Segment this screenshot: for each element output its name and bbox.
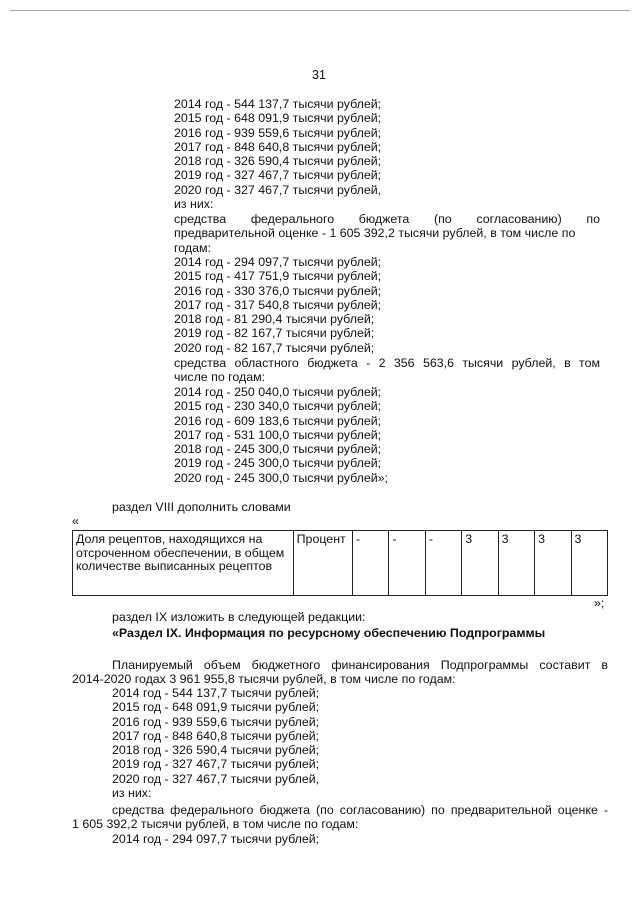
list-item: 2019 год - 327 467,7 тысячи рублей; xyxy=(174,168,382,183)
close-quote: »; xyxy=(594,596,605,610)
list-item: 2016 год - 939 559,6 тысячи рублей; xyxy=(174,125,382,140)
list-item: 2015 год - 648 091,9 тысячи рублей; xyxy=(112,700,320,715)
top-year-list xyxy=(174,97,381,211)
value-cell: 3 xyxy=(535,531,571,596)
paragraph-line: 2014-2020 годах 3 961 955,8 тысячи рублей, в том числе по годам: xyxy=(72,672,456,687)
bottom-federal-paragraph xyxy=(72,803,608,846)
list-item: 2017 год - 531 100,0 тысячи рублей; xyxy=(174,427,382,442)
value-cell: - xyxy=(425,531,461,596)
list-item: 2020 год - 245 300,0 тысячи рублей»; xyxy=(174,470,388,485)
indicator-table xyxy=(72,530,608,596)
list-item: 2015 год - 417 751,9 тысячи рублей; xyxy=(174,269,382,284)
table-row xyxy=(73,531,608,596)
list-item: 2015 год - 648 091,9 тысячи рублей; xyxy=(174,111,382,126)
list-item: 2014 год - 250 040,0 тысячи рублей; xyxy=(174,385,382,399)
list-item: 2017 год - 848 640,8 тысячи рублей; xyxy=(174,139,382,154)
regional-year-list xyxy=(174,385,388,485)
planned-paragraph xyxy=(72,658,608,687)
value-cell: 3 xyxy=(571,531,607,596)
regional-paragraph xyxy=(174,356,600,385)
section-9-instruction: раздел IX изложить в следующей редакции: xyxy=(112,610,366,624)
paragraph-line: средства федерального бюджета (по согласованию) по предварительной оценке - xyxy=(112,803,608,817)
section-8-instruction: раздел VIII дополнить словами xyxy=(112,500,291,514)
paragraph-line: числе по годам: xyxy=(174,370,266,385)
value-cell: - xyxy=(352,531,388,596)
paragraph-line: годам: xyxy=(174,240,211,255)
federal-year-list xyxy=(174,255,381,355)
unit-cell: Процент xyxy=(293,531,352,596)
bottom-year-list xyxy=(112,686,319,800)
list-item: 2016 год - 330 376,0 тысячи рублей; xyxy=(174,283,382,298)
list-item: 2017 год - 317 540,8 тысячи рублей; xyxy=(174,297,382,312)
list-item: 2019 год - 245 300,0 тысячи рублей; xyxy=(174,456,382,471)
list-item: из них: xyxy=(112,786,152,801)
list-item: 2018 год - 326 590,4 тысячи рублей; xyxy=(174,154,382,169)
list-item: 2016 год - 609 183,6 тысячи рублей; xyxy=(174,413,382,428)
list-item: 2014 год - 294 097,7 тысячи рублей; xyxy=(174,255,382,269)
list-item: 2020 год - 327 467,7 тысячи рублей, xyxy=(112,771,320,786)
list-item: 2020 год - 327 467,7 тысячи рублей, xyxy=(174,182,382,197)
list-item: из них: xyxy=(174,197,214,212)
scan-artifact-line xyxy=(10,10,630,11)
open-quote: « xyxy=(72,514,79,528)
paragraph-line: Планируемый объем бюджетного финансирования Подпрограммы составит в xyxy=(112,658,608,672)
indicator-cell: Доля рецептов, находящихся на отсроченном обеспечении, в общем количестве выписанных рецептов xyxy=(73,531,294,596)
value-cell: 3 xyxy=(462,531,498,596)
list-item: 2018 год - 245 300,0 тысячи рублей; xyxy=(174,442,382,457)
paragraph-line: средства областного бюджета - 2 356 563,6 тысячи рублей, в том xyxy=(174,356,600,370)
list-item: 2014 год - 294 097,7 тысячи рублей; xyxy=(112,831,320,846)
federal-paragraph xyxy=(174,212,600,255)
list-item: 2014 год - 544 137,7 тысячи рублей; xyxy=(174,97,382,111)
list-item: 2016 год - 939 559,6 тысячи рублей; xyxy=(112,714,320,729)
value-cell: - xyxy=(389,531,425,596)
paragraph-line: 1 605 392,2 тысячи рублей, в том числе по годам: xyxy=(72,817,359,832)
page-number: 31 xyxy=(312,68,326,82)
list-item: 2018 год - 81 290,4 тысячи рублей; xyxy=(174,312,375,327)
value-cell: 3 xyxy=(498,531,534,596)
list-item: 2019 год - 82 167,7 тысячи рублей; xyxy=(174,326,375,341)
paragraph-line: предварительной оценке - 1 605 392,2 тысячи рублей, в том числе по xyxy=(174,226,576,241)
list-item: 2019 год - 327 467,7 тысячи рублей; xyxy=(112,757,320,772)
list-item: 2020 год - 82 167,7 тысячи рублей; xyxy=(174,340,375,355)
list-item: 2014 год - 544 137,7 тысячи рублей; xyxy=(112,686,320,700)
paragraph-line: средства федерального бюджета (по согласованию) по xyxy=(174,212,600,226)
list-item: 2018 год - 326 590,4 тысячи рублей; xyxy=(112,743,320,758)
list-item: 2015 год - 230 340,0 тысячи рублей; xyxy=(174,399,382,414)
section-9-heading: «Раздел IX. Информация по ресурсному обеспечению Подпрограммы xyxy=(112,626,546,640)
list-item: 2017 год - 848 640,8 тысячи рублей; xyxy=(112,728,320,743)
